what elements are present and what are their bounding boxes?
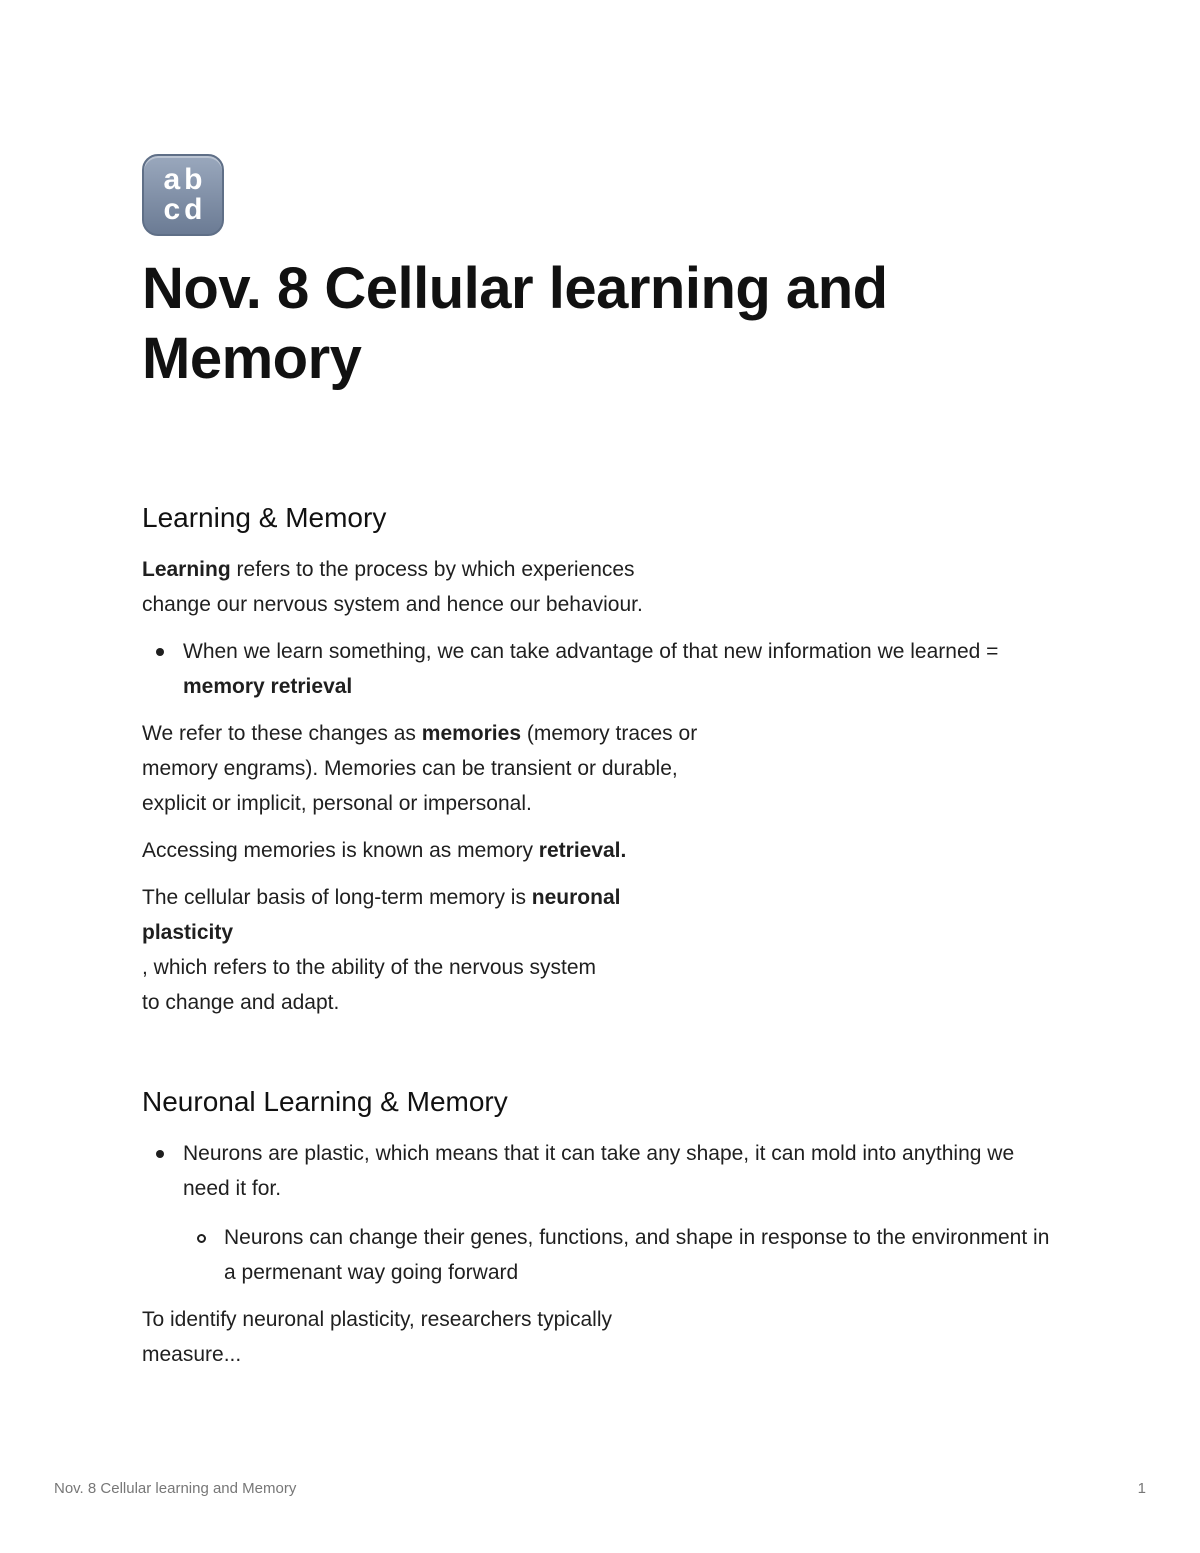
sub-list-item: Neurons can change their genes, functions, and shape in response to the environment in a permenant way going forward [183,1220,1062,1290]
bold-term-learning: Learning [142,558,231,581]
page-content [142,498,1062,1384]
section-heading-neuronal-learning: Neuronal Learning & Memory [142,1086,508,1117]
bullet-list-learning [142,634,1062,704]
paragraph-neuronal-plasticity: The cellular basis of long-term memory is neuronal plasticity , which refers to the ability of the nervous system to change and adapt. [142,886,621,1014]
list-item: Neurons are plastic, which means that it can take any shape, it can mold into anything we need it for. Neurons can change their genes, functions, and shape in response to the environment in a permenant way going forward [142,1136,1062,1290]
page-title: Nov. 8 Cellular learning and Memory [142,256,888,391]
paragraph-measure: To identify neuronal plasticity, researchers typically measure... [142,1308,612,1366]
section-heading-learning-memory: Learning & Memory [142,502,387,533]
paragraph-retrieval: Accessing memories is known as memory retrieval. [142,839,627,862]
bold-term-memories: memories [421,722,521,745]
abcd-icon [142,154,224,236]
icon-line-2: cd [163,193,207,226]
paragraph-learning-definition: Learning refers to the process by which experiences change our nervous system and hence our behaviour. [142,558,643,616]
bold-term-memory-retrieval: memory retrieval [183,675,353,698]
page-number: 1 [1137,1480,1146,1497]
bullet-list-neurons [142,1136,1062,1290]
footer-title: Nov. 8 Cellular learning and Memory [54,1480,297,1497]
icon-line-1: ab [163,163,207,196]
paragraph-memories: We refer to these changes as memories (memory traces or memory engrams). Memories can be transient or durable, explicit or implicit, personal or impersonal. [142,722,698,815]
sub-bullet-list [183,1220,1062,1290]
section-spacer [142,1032,1062,1082]
bold-term-retrieval: retrieval. [538,839,627,862]
bold-term-neuronal: neuronal [531,886,621,909]
list-item: When we learn something, we can take advantage of that new information we learned = memory retrieval [142,634,1062,704]
bold-term-plasticity: plasticity [142,921,234,944]
